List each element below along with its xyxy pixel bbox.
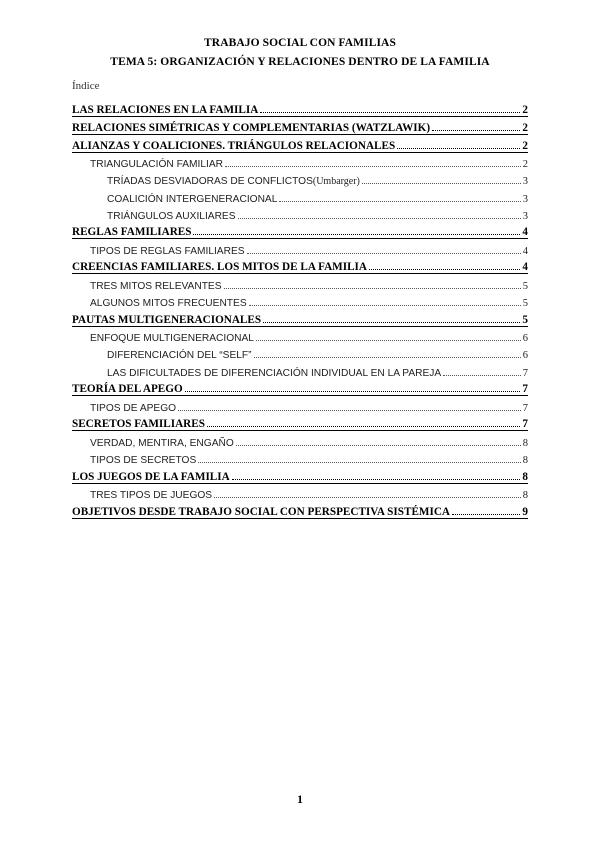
toc-leader-dots [238, 218, 521, 219]
toc-leader-dots [224, 288, 521, 289]
toc-entry-label: TEORÍA DEL APEGO [72, 383, 183, 396]
toc-entry[interactable] [72, 292, 528, 309]
toc-entry-suffix: (Umbarger) [312, 176, 360, 188]
toc-leader-dots [362, 183, 521, 184]
toc-entry-label: REGLAS FAMILIARES [72, 226, 192, 239]
toc-entry-label: SECRETOS FAMILIARES [72, 418, 205, 431]
toc-entry-label: ALIANZAS Y COALICIONES. TRIÁNGULOS RELACIONALES [72, 139, 396, 152]
table-of-contents [72, 99, 528, 519]
toc-entry[interactable] [72, 414, 528, 432]
toc-entry-label: CREENCIAS FAMILIARES. LOS MITOS DE LA FAMILIA [72, 261, 367, 274]
toc-leader-dots [397, 148, 520, 149]
page-number: 1 [297, 792, 303, 806]
toc-entry[interactable] [72, 240, 528, 257]
toc-page-number: 8 [522, 454, 528, 466]
toc-page-number: 2 [522, 121, 528, 134]
toc-entry-label: ALGUNOS MITOS FRECUENTES [90, 298, 247, 310]
toc-page-number: 6 [522, 333, 528, 345]
toc-entry-label: LAS RELACIONES EN LA FAMILIA [72, 103, 259, 116]
toc-entry-label: PAUTAS MULTIGENERACIONALES [72, 313, 262, 326]
toc-page-number: 3 [522, 193, 528, 205]
toc-entry[interactable] [72, 379, 528, 397]
toc-page-number: 4 [522, 226, 528, 239]
toc-entry[interactable] [72, 205, 528, 222]
toc-entry[interactable] [72, 170, 528, 187]
toc-entry-label: COALICIÓN INTERGENERACIONAL [107, 193, 278, 205]
toc-leader-dots [254, 357, 521, 358]
toc-page-number: 4 [522, 261, 528, 274]
toc-entry[interactable] [72, 117, 528, 135]
toc-page-number: 2 [522, 139, 528, 152]
toc-entry[interactable] [72, 432, 528, 449]
toc-entry-label: TRES TIPOS DE JUEGOS [90, 490, 213, 502]
toc-entry-label: TIPOS DE REGLAS FAMILIARES [90, 245, 245, 257]
toc-entry-label: TRIANGULACIÓN FAMILIAR [90, 159, 224, 171]
toc-page-number: 5 [522, 298, 528, 310]
toc-leader-dots [232, 479, 521, 480]
toc-leader-dots [225, 166, 521, 167]
toc-entry[interactable] [72, 187, 528, 204]
toc-entry-label: RELACIONES SIMÉTRICAS Y COMPLEMENTARIAS (WATZLAWIK) [72, 121, 431, 134]
toc-page-number: 7 [522, 402, 528, 414]
toc-leader-dots [236, 445, 521, 446]
toc-entry[interactable] [72, 361, 528, 378]
toc-leader-dots [198, 462, 521, 463]
toc-page-number: 4 [522, 245, 528, 257]
toc-page-number: 8 [522, 437, 528, 449]
toc-entry-label: TIPOS DE APEGO [90, 402, 177, 414]
index-heading: Índice [72, 80, 100, 92]
document-subtitle: TEMA 5: ORGANIZACIÓN Y RELACIONES DENTRO DE LA FAMILIA [110, 56, 490, 68]
toc-page-number: 7 [522, 383, 528, 396]
toc-leader-dots [369, 269, 520, 270]
toc-leader-dots [260, 112, 520, 113]
toc-leader-dots [207, 426, 520, 427]
toc-leader-dots [249, 305, 521, 306]
toc-page-number: 8 [522, 470, 528, 483]
toc-entry[interactable] [72, 397, 528, 414]
toc-leader-dots [443, 375, 521, 376]
toc-entry[interactable] [72, 135, 528, 153]
toc-leader-dots [452, 514, 520, 515]
toc-leader-dots [247, 253, 521, 254]
toc-page-number: 7 [522, 418, 528, 431]
toc-entry[interactable] [72, 501, 528, 519]
toc-page-number: 3 [522, 210, 528, 222]
toc-page-number: 6 [522, 350, 528, 362]
toc-leader-dots [214, 497, 521, 498]
document-title: TRABAJO SOCIAL CON FAMILIAS [204, 37, 396, 49]
toc-page-number: 8 [522, 490, 528, 502]
toc-leader-dots [256, 340, 521, 341]
toc-entry-label: TRIÁNGULOS AUXILIARES [107, 210, 236, 222]
toc-page-number: 5 [522, 281, 528, 293]
toc-entry[interactable] [72, 99, 528, 117]
toc-entry[interactable] [72, 466, 528, 484]
toc-entry-label: LAS DIFICULTADES DE DIFERENCIACIÓN INDIVIDUAL EN LA PAREJA [107, 367, 442, 379]
toc-entry-label: TIPOS DE SECRETOS [90, 454, 197, 466]
toc-entry[interactable] [72, 449, 528, 466]
toc-leader-dots [193, 234, 520, 235]
toc-leader-dots [279, 201, 520, 202]
toc-page-number: 5 [522, 313, 528, 326]
toc-page-number: 7 [522, 367, 528, 379]
toc-entry[interactable] [72, 344, 528, 361]
toc-entry-label: OBJETIVOS DESDE TRABAJO SOCIAL CON PERSPECTIVA SISTÉMICA [72, 505, 450, 518]
toc-entry-label: ENFOQUE MULTIGENERACIONAL [90, 333, 254, 345]
toc-entry-label: VERDAD, MENTIRA, ENGAÑO [90, 437, 234, 449]
toc-leader-dots [185, 391, 521, 392]
toc-entry-label: TRÍADAS DESVIADORAS DE CONFLICTOS [107, 176, 313, 188]
toc-entry[interactable] [72, 222, 528, 240]
toc-page-number: 2 [522, 103, 528, 116]
toc-entry[interactable] [72, 484, 528, 501]
toc-page-number: 9 [522, 505, 528, 518]
toc-entry[interactable] [72, 153, 528, 170]
toc-entry[interactable] [72, 309, 528, 327]
toc-entry-label: LOS JUEGOS DE LA FAMILIA [72, 470, 230, 483]
toc-entry-label: DIFERENCIACIÓN DEL “SELF” [107, 350, 252, 362]
toc-leader-dots [178, 410, 521, 411]
toc-leader-dots [432, 130, 520, 131]
toc-entry[interactable] [72, 275, 528, 292]
toc-page-number: 3 [522, 176, 528, 188]
toc-entry[interactable] [72, 257, 528, 275]
toc-entry-label: TRES MITOS RELEVANTES [90, 281, 222, 293]
toc-leader-dots [263, 322, 520, 323]
toc-page-number: 2 [522, 159, 528, 171]
toc-entry[interactable] [72, 327, 528, 344]
